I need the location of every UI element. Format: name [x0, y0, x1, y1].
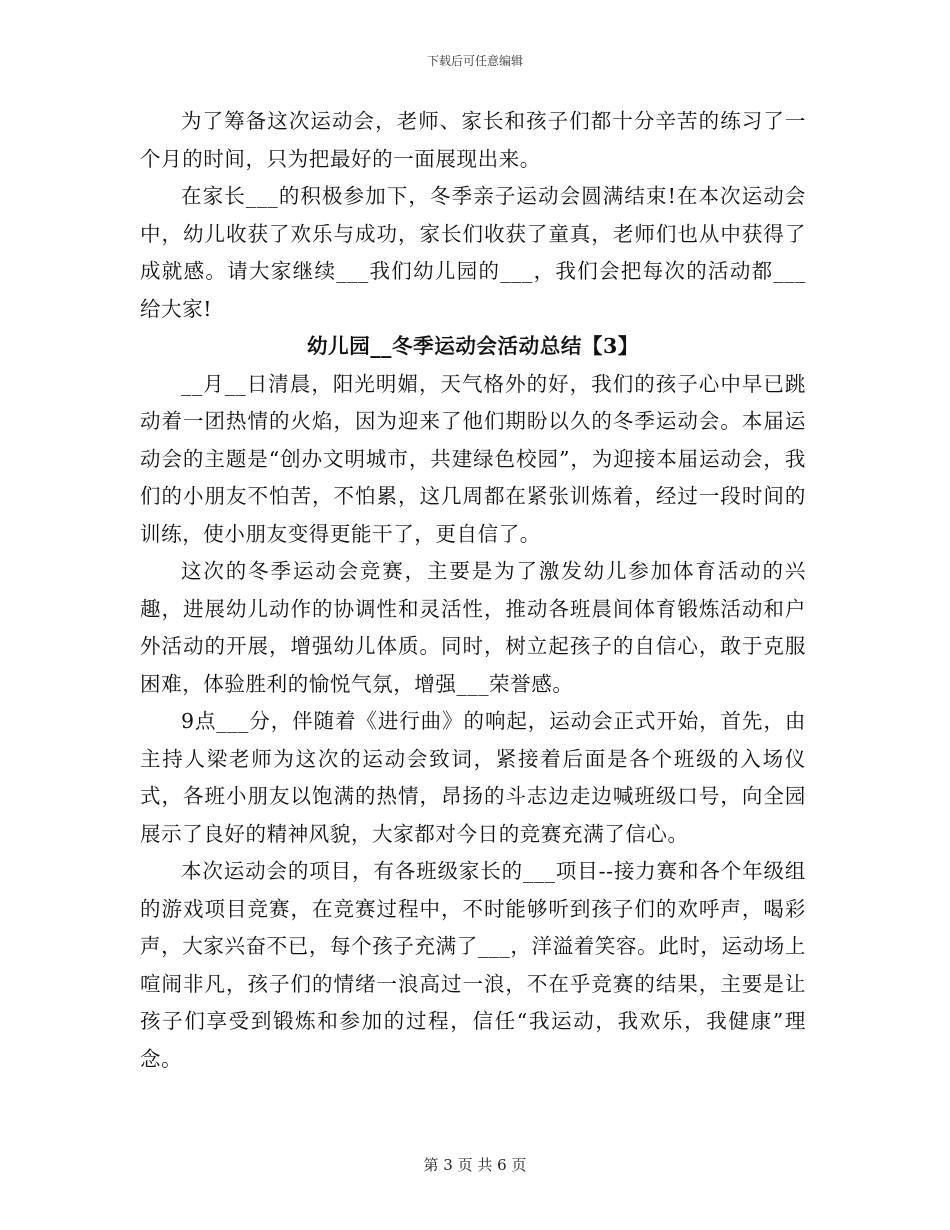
page-footer: 第 3 页 共 6 页: [423, 1156, 527, 1174]
paragraph-1: 为了筹备这次运动会，老师、家长和孩子们都十分辛苦的练习了一个月的时间，只为把最好的一面展现出来。: [140, 109, 806, 171]
paragraph-3: __月__日清晨，阳光明媚，天气格外的好，我们的孩子心中早已跳动着一团热情的火焰，因为迎来了他们期盼以久的冬季运动会。本届运动会的主题是“创办文明城市，共建绿色校园”，为迎接本届运动会，我们的小朋友不怕苦，不怕累，这几周都在紧张训炼着，经过一段时间的训练，使小朋友变得更能干了，更自信了。: [140, 371, 806, 546]
section-heading: 幼儿园__冬季运动会活动总结【3】: [307, 334, 639, 358]
page-header: 下载后可任意编辑: [426, 54, 523, 68]
paragraph-2: 在家长___的积极参加下，冬季亲子运动会圆满结束!在本次运动会中，幼儿收获了欢乐与成功，家长们收获了童真，老师们也从中获得了成就感。请大家继续___我们幼儿园的___，我们会把每次的活动都___给大家!: [140, 184, 806, 321]
paragraph-6: 本次运动会的项目，有各班级家长的___项目--接力赛和各个年级组的游戏项目竞赛，在竞赛过程中，不时能够听到孩子们的欢呼声，喝彩声，大家兴奋不已，每个孩子充满了___，洋溢着笑容。此时，运动场上喧闹非凡，孩子们的情绪一浪高过一浪，不在乎竞赛的结果，主要是让孩子们享受到锻炼和参加的过程，信任“我运动，我欢乐，我健康”理念。: [140, 859, 806, 1071]
paragraph-5: 9点___分，伴随着《进行曲》的响起，运动会正式开始，首先，由主持人梁老师为这次的运动会致词，紧接着后面是各个班级的入场仪式，各班小朋友以饱满的热情，昂扬的斗志边走边喊班级口号，向全园展示了良好的精神风貌，大家都对今日的竞赛充满了信心。: [140, 709, 806, 846]
document-body: [140, 103, 806, 1078]
paragraph-4: 这次的冬季运动会竞赛，主要是为了激发幼儿参加体育活动的兴趣，进展幼儿动作的协调性和灵活性，推动各班晨间体育锻炼活动和户外活动的开展，增强幼儿体质。同时，树立起孩子的自信心，敢于克服困难，体验胜利的愉悦气氛，增强___荣誉感。: [140, 559, 806, 696]
